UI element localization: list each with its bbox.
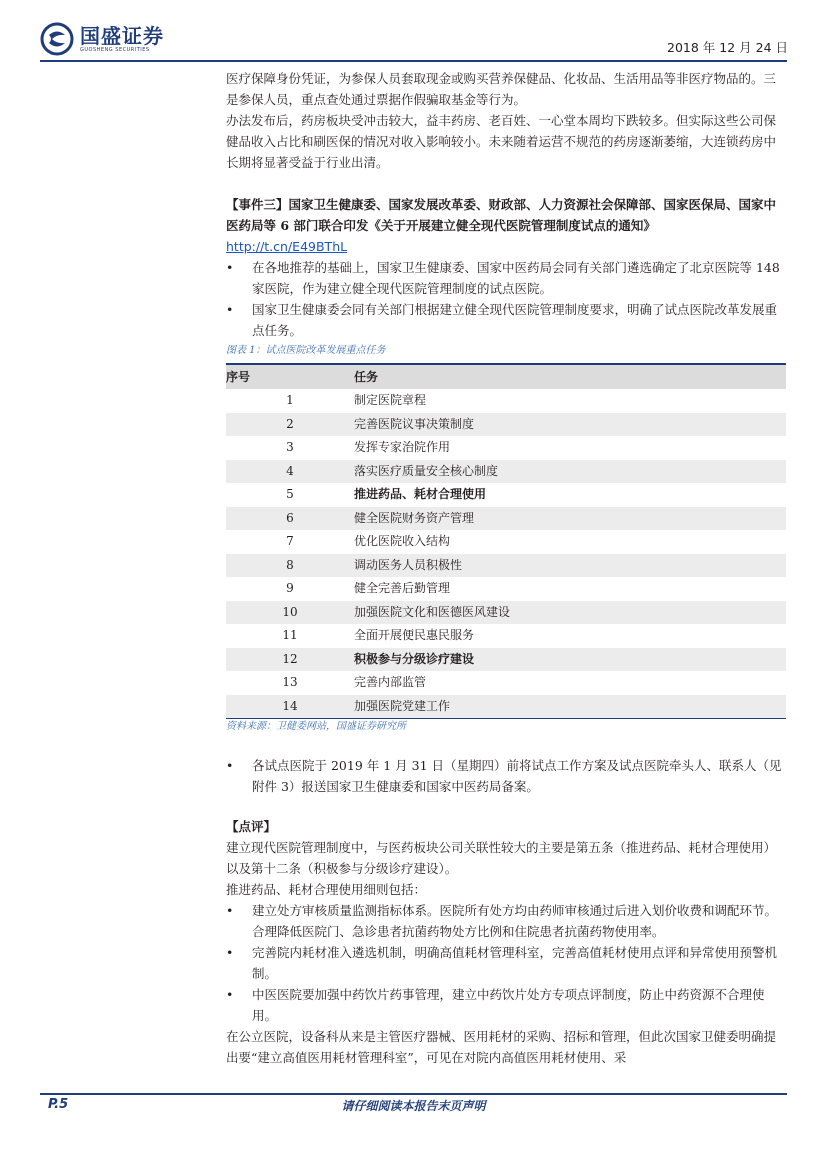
row-number-cell: 4 [226,460,354,484]
figure-title: 图表 1：试点医院改革发展重点任务 [226,345,386,356]
row-task-cell: 发挥专家治院作用 [354,440,451,455]
logo-chinese-name: 国盛证券 [80,24,164,48]
bullet-item-3: • 各试点医院于 2019 年 1 月 31 日（星期四）前将试点工作方案及试点医院牵头人、联系人（见附件 3）报送国家卫生健康委和国家中医药局备案。 [226,755,786,797]
comment-paragraph-1: 建立现代医院管理制度中，与医药板块公司关联性较大的主要是第五条（推进药品、耗材合理使用）以及第十二条（积极参与分级诊疗建设）。 [226,840,777,876]
figure-source: 资料来源：卫健委网站，国盛证券研究所 [226,721,406,732]
row-number-cell: 6 [226,507,354,531]
row-task-cell: 加强医院文化和医德医风建设 [354,601,786,625]
report-date: 2018 年 12 月 24 日 [667,40,788,55]
bullet-item-2: • 国家卫生健康委会同有关部门根据建立健全现代医院管理制度要求，明确了试点医院改革发展重点任务。 [226,299,786,341]
row-number-cell: 2 [226,413,354,437]
row-number-cell: 1 [286,393,294,408]
event-title: 【事件三】国家卫生健康委、国家发展改革委、财政部、人力资源社会保障部、国家医保局、国家中医药局等 6 部门联合印发《关于开展建立健全现代医院管理制度试点的通知》 [226,197,777,233]
company-logo [40,22,164,56]
row-number-cell: 5 [286,487,294,502]
row-task-cell: 健全完善后勤管理 [354,581,451,596]
row-task-cell: 落实医疗质量安全核心制度 [354,460,786,484]
header-divider [40,60,787,62]
logo-english-name: GUOSHENG SECURITIES [80,47,150,53]
table-row [226,460,786,484]
footer-disclaimer: 请仔细阅读本报告末页声明 [341,1099,486,1113]
task-table [226,363,786,719]
row-task-cell: 调动医务人员积极性 [354,554,786,578]
table-row [226,389,786,413]
bullet-item-1: • 在各地推荐的基础上，国家卫生健康委、国家中医药局会同有关部门遴选确定了北京医院等 148 家医院，作为建立健全现代医院管理制度的试点医院。 [226,257,786,299]
paragraph-1: 医疗保障身份凭证，为参保人员套取现金或购买营养保健品、化妆品、生活用品等非医疗物品的。三是参保人员，重点查处通过票据作假骗取基金等行为。 [226,71,777,107]
row-number-cell: 8 [226,554,354,578]
row-number-cell: 11 [282,628,298,643]
table-row [226,436,786,460]
table-row [226,624,786,648]
page-header [40,22,788,62]
row-number-cell: 14 [226,695,354,719]
table-row [226,648,786,672]
row-task-cell: 完善医院议事决策制度 [354,413,786,437]
column-header-no: 序号 [226,364,354,389]
row-task-cell: 制定医院章程 [354,393,427,408]
row-number-cell: 12 [226,648,354,672]
row-number-cell: 10 [226,601,354,625]
table-row [226,530,786,554]
comment-paragraph-3: 在公立医院，设备科从来是主管医疗器械、医用耗材的采购、招标和管理，但此次国家卫健委明确提出要“建立高值医用耗材管理科室”，可见在对院内高值医用耗材使用、采 [226,1029,777,1065]
table-row [226,507,786,531]
sub-bullet-1: • 建立处方审核质量监测指标体系。医院所有处方均由药师审核通过后进入划价收费和调配环节。合理降低医院门、急诊患者抗菌药物处方比例和住院患者抗菌药物使用率。 [226,900,786,942]
sub-bullet-3: • 中医医院要加强中药饮片药事管理，建立中药饮片处方专项点评制度，防止中药资源不合理使用。 [226,984,786,1026]
row-task-cell: 全面开展便民惠民服务 [354,628,475,643]
row-task-cell: 加强医院党建工作 [354,695,786,719]
row-task-cell: 积极参与分级诊疗建设 [354,648,786,672]
row-task-cell: 完善内部监管 [354,675,427,690]
column-header-task: 任务 [354,364,786,389]
table-row [226,601,786,625]
comment-paragraph-2: 推进药品、耗材合理使用细则包括： [226,882,427,897]
table-row [226,483,786,507]
comment-title: 【点评】 [226,819,277,834]
sub-bullet-2: • 完善院内耗材准入遴选机制，明确高值耗材管理科室，完善高值耗材使用点评和异常使用预警机制。 [226,942,786,984]
table-row [226,577,786,601]
table-header-row [226,364,786,389]
paragraph-2: 办法发布后，药房板块受冲击较大，益丰药房、老百姓、一心堂本周均下跌较多。但实际这些公司保健品收入占比和刷医保的情况对收入影响较小。未来随着运营不规范的药房逐渐萎缩，大连锁药房中长期将显著受益于行业出清。 [226,113,777,170]
table-row [226,671,786,695]
page-number: P.5 [48,1097,69,1112]
event-link[interactable]: http://t.cn/E49BThL [226,239,348,254]
row-number-cell: 13 [282,675,298,690]
row-task-cell: 健全医院财务资产管理 [354,507,786,531]
row-number-cell: 9 [286,581,294,596]
guosheng-logo-icon [40,22,74,56]
footer-divider [40,1093,787,1095]
table-row [226,413,786,437]
row-number-cell: 7 [286,534,294,549]
main-content [226,68,786,1068]
row-task-cell: 优化医院收入结构 [354,534,451,549]
table-row [226,695,786,719]
row-task-cell: 推进药品、耗材合理使用 [354,487,487,502]
table-row [226,554,786,578]
row-number-cell: 3 [286,440,294,455]
